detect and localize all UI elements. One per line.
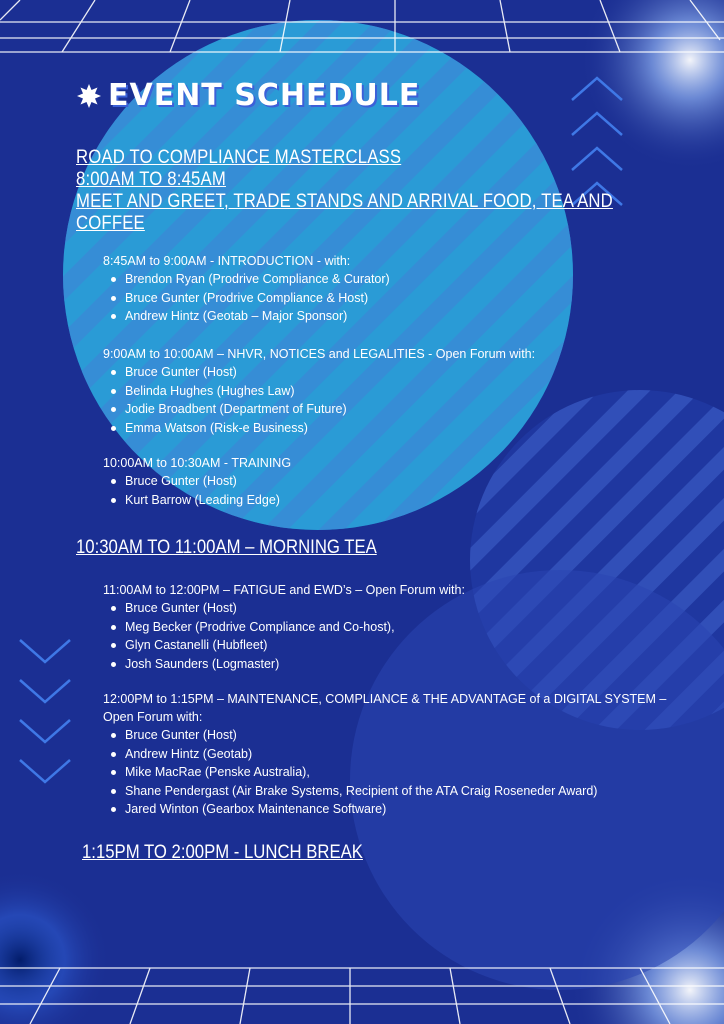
opening-line-1: ROAD TO COMPLIANCE MASTERCLASS xyxy=(76,147,402,168)
list-item: Andrew Hintz (Geotab – Major Sponsor) xyxy=(125,307,703,326)
list-item: Belinda Hughes (Hughes Law) xyxy=(125,382,703,401)
session-training xyxy=(103,454,703,509)
opening-line-2: 8:00AM TO 8:45AM xyxy=(76,169,226,190)
list-item: Kurt Barrow (Leading Edge) xyxy=(125,491,703,510)
session-lead: 11:00AM to 12:00PM – FATIGUE and EWD’s – Open Forum with: xyxy=(103,583,465,597)
session-lead: 12:00PM to 1:15PM – MAINTENANCE, COMPLIANCE & THE ADVANTAGE of a DIGITAL SYSTEM – xyxy=(103,692,667,706)
list-item: Meg Becker (Prodrive Compliance and Co-host), xyxy=(125,618,703,637)
session-introduction xyxy=(103,252,703,326)
list-item: Shane Pendergast (Air Brake Systems, Recipient of the ATA Craig Roseneder Award) xyxy=(125,782,703,801)
lunch-break-heading: 1:15PM TO 2:00PM - LUNCH BREAK xyxy=(82,842,363,863)
page-title xyxy=(76,78,420,113)
list-item: Andrew Hintz (Geotab) xyxy=(125,745,703,764)
list-item: Mike MacRae (Penske Australia), xyxy=(125,763,703,782)
morning-tea-heading: 10:30AM TO 11:00AM – MORNING TEA xyxy=(76,537,377,558)
list-item: Bruce Gunter (Host) xyxy=(125,472,703,491)
list-item: Bruce Gunter (Host) xyxy=(125,599,703,618)
session-fatigue xyxy=(103,581,703,673)
list-item: Jodie Broadbent (Department of Future) xyxy=(125,400,703,419)
list-item: Emma Watson (Risk-e Business) xyxy=(125,419,703,438)
list-item: Jared Winton (Gearbox Maintenance Software) xyxy=(125,800,703,819)
starburst-icon xyxy=(76,83,102,109)
list-item: Bruce Gunter (Prodrive Compliance & Host) xyxy=(125,289,703,308)
opening-heading xyxy=(76,147,613,235)
list-item: Brendon Ryan (Prodrive Compliance & Curator) xyxy=(125,270,703,289)
speaker-list xyxy=(103,599,703,673)
session-lead-continued: Open Forum with: xyxy=(103,710,203,724)
session-lead: 10:00AM to 10:30AM - TRAINING xyxy=(103,456,292,470)
session-maintenance xyxy=(103,690,703,819)
list-item: Josh Saunders (Logmaster) xyxy=(125,655,703,674)
list-item: Bruce Gunter (Host) xyxy=(125,363,703,382)
opening-line-3: MEET AND GREET, TRADE STANDS AND ARRIVAL FOOD, TEA AND xyxy=(76,191,613,212)
list-item: Bruce Gunter (Host) xyxy=(125,726,703,745)
session-lead: 9:00AM to 10:00AM – NHVR, NOTICES and LEGALITIES - Open Forum with: xyxy=(103,347,536,361)
session-lead: 8:45AM to 9:00AM - INTRODUCTION - with: xyxy=(103,254,351,268)
opening-line-4: COFFEE xyxy=(76,213,145,234)
list-item: Glyn Castanelli (Hubfleet) xyxy=(125,636,703,655)
speaker-list xyxy=(103,363,703,437)
speaker-list xyxy=(103,726,703,819)
speaker-list xyxy=(103,270,703,326)
page-title-text: EVENT SCHEDULE xyxy=(108,78,421,113)
speaker-list xyxy=(103,472,703,509)
session-nhvr xyxy=(103,345,703,437)
